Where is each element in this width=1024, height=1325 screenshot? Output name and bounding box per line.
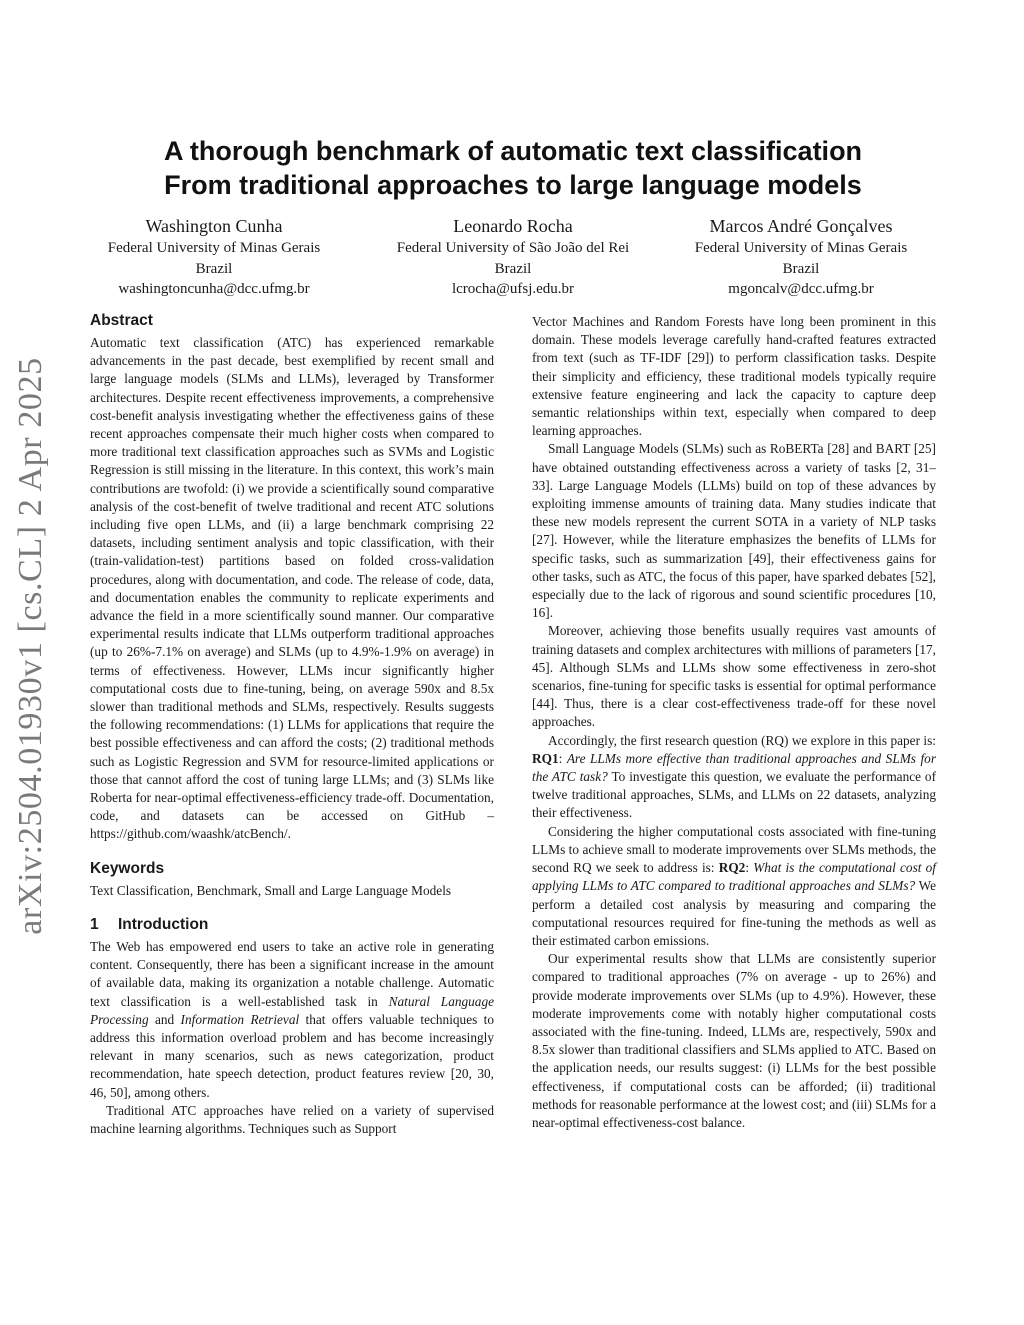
intro-paragraph-8: Our experimental results show that LLMs are consistently superior compared to traditional approaches (7% on average - up to 26%) and provide moderate improvements over SLMs (up to 4.9%). However, these moderate improvements come with notably higher computational costs associated with the fine-tuning. Indeed, LLMs are, respectively, 590x and 8.5x slower than traditional classifiers and SLMs applied to ATC. Based on the application needs, our results suggest: (i) LLMs for the best possible effectiveness, if computational costs can be afforded; (ii) traditional methods for reasonable performance at the lowest cost; and (iii) SLMs for a near-optimal effectiveness-cost balance. xyxy=(532,951,936,1130)
intro-paragraph-1: The Web has empowered end users to take an active role in generating content. Consequently, there has been a significant increase in the amount of available data, making its organization a notable challenge. Automatic text classification is a well-established task in Natural Language Processing and Information Retrieval that offers valuable techniques to address this information overload problem and has become increasingly relevant in many scenarios, such as news categorization, product recommendation, hate speech detection, product features review [20, 30, 46, 50], among others. xyxy=(90,938,494,1100)
author-name: Washington Cunha xyxy=(145,216,283,236)
author-3 xyxy=(664,214,938,300)
author-name: Marcos André Gonçalves xyxy=(709,216,893,236)
author-country: Brazil xyxy=(195,260,233,277)
intro-paragraph-6-rq1: Accordingly, the first research question (RQ) we explore in this paper is: RQ1: Are LLMs more effective than traditional approaches and SLMs for the ATC task? To investigate this question, we evaluate the performance of twelve traditional approaches, SLMs, and LLMs on 22 datasets, analyzing their effectiveness. xyxy=(532,732,936,821)
keywords-text: Text Classification, Benchmark, Small and Large Language Models xyxy=(90,882,452,898)
arxiv-identifier-text: arXiv:2504.01930v1 [cs.CL] 2 Apr 2025 xyxy=(12,357,49,935)
author-2 xyxy=(370,214,656,300)
abstract-text: Automatic text classification (ATC) has experienced remarkable advancements in the past decade, best exemplified by recent small and large language models (SLMs and LLMs), leveraged by Transformer architectures. Despite recent effectiveness improvements, a comprehensive cost-benefit analysis investigating whether the effectiveness gains of these recent approaches compensate their much higher costs when compared to more traditional text classification approaches such as SVMs and Logistic Regression is still missing in the literature. In this context, this work’s main contributions are twofold: (i) we provide a scientifically sound comparative analysis of the cost-benefit of twelve traditional and recent ATC solutions including five open LLMs, and (ii) a large benchmark comprising 22 datasets, including sentiment analysis and topic classification, with their (train-validation-test) partitions based on folded cross-validation procedures, along with documentation, and code. The release of code, data, and documentation enables the community to replicate experiments and advance the field in a more scientifically sound manner. Our comparative experimental results indicate that LLMs outperform traditional approaches (up to 26%-7.1% on average) and SLMs (up to 4.9%-1.9% on average) in terms of effectiveness. However, LLMs incur significantly higher computational costs due to fine-tuning, being, on average 590x and 8.5x slower than traditional methods and SLMs, respectively. Results suggests the following recommendations: (1) LLMs for applications that require the best possible effectiveness and can afford the costs; (2) traditional methods such as Logistic Regression and SVM for resource-limited applications or those that cannot afford the cost of tuning large LLMs; and (3) SLMs like Roberta for near-optimal effectiveness-efficiency trade-off. Documentation, code, and datasets can be accessed on GitHub – https://github.com/waashk/atcBench/. xyxy=(90,335,494,842)
author-email: lcrocha@ufsj.edu.br xyxy=(451,281,575,297)
author-name: Leonardo Rocha xyxy=(453,216,573,236)
intro-paragraph-4: Small Language Models (SLMs) such as RoBERTa [28] and BART [25] have obtained outstanding effectiveness across a variety of tasks [2, 31–33]. Large Language Models (LLMs) build on top of these advances by exploiting immense amounts of training data. Many studies indicate that these new models represent the current SOTA in a variety of NLP tasks [27]. However, while the literature emphasizes the benefits of LLMs for specific tasks, such as summarization [49], their effectiveness gains for other tasks, such as ATC, the focus of this paper, have sparked debates [52], especially due to the lack of rigorous and sound scientific procedures [10, 16]. xyxy=(532,441,936,621)
paper-title-line-2: From traditional approaches to large language models xyxy=(164,170,862,200)
section-title: Introduction xyxy=(118,915,209,933)
intro-paragraph-3: Vector Machines and Random Forests have long been prominent in this domain. These models leverage carefully hand-crafted features extracted from text (such as TF-IDF [29]) to perform classification tasks. Despite their simplicity and efficiency, these traditional models typically require extensive feature engineering and lack the capacity to capture deep semantic relationships within text, especially when compared to deep learning approaches. xyxy=(532,314,936,439)
author-1 xyxy=(76,214,352,300)
keywords-heading: Keywords xyxy=(90,859,165,877)
author-affiliation: Federal University of Minas Gerais xyxy=(694,240,908,256)
introduction-heading xyxy=(90,914,494,936)
author-affiliation: Federal University of Minas Gerais xyxy=(107,240,321,256)
abstract-heading: Abstract xyxy=(90,312,153,329)
left-column xyxy=(90,310,494,1138)
arxiv-identifier-stamp xyxy=(0,0,62,1325)
paper-title-line-1: A thorough benchmark of automatic text classification xyxy=(163,136,863,166)
author-email: mgoncalv@dcc.ufmg.br xyxy=(728,281,874,297)
right-column xyxy=(532,313,936,1132)
intro-paragraph-2: Traditional ATC approaches have relied on a variety of supervised machine learning algorithms. Techniques such as Support xyxy=(90,1102,494,1136)
author-email: washingtoncunha@dcc.ufmg.br xyxy=(118,281,310,297)
author-country: Brazil xyxy=(782,260,820,277)
intro-paragraph-7-rq2: Considering the higher computational costs associated with fine-tuning LLMs to achieve small to moderate improvements over SLMs methods, the second RQ we seek to address is: RQ2: What is the computational cost of applying LLMs to ATC compared to traditional approaches and SLMs? We perform a detailed cost analysis by measuring and comparing the computational resources required for fine-tuning the methods as well as their estimated carbon emissions. xyxy=(532,823,936,948)
section-number: 1 xyxy=(90,915,99,933)
intro-paragraph-5: Moreover, achieving those benefits usually requires vast amounts of training datasets and complex architectures with millions of parameters [17, 45]. Although SLMs and LLMs show some effectiveness in zero-shot scenarios, fine-tuning for specific tasks is essential for optimal performance [44]. Thus, there is a clear cost-effectiveness trade-off for these novel approaches. xyxy=(532,623,936,730)
author-block xyxy=(90,214,936,304)
author-affiliation: Federal University of São João del Rei xyxy=(396,240,630,256)
author-country: Brazil xyxy=(494,260,532,277)
